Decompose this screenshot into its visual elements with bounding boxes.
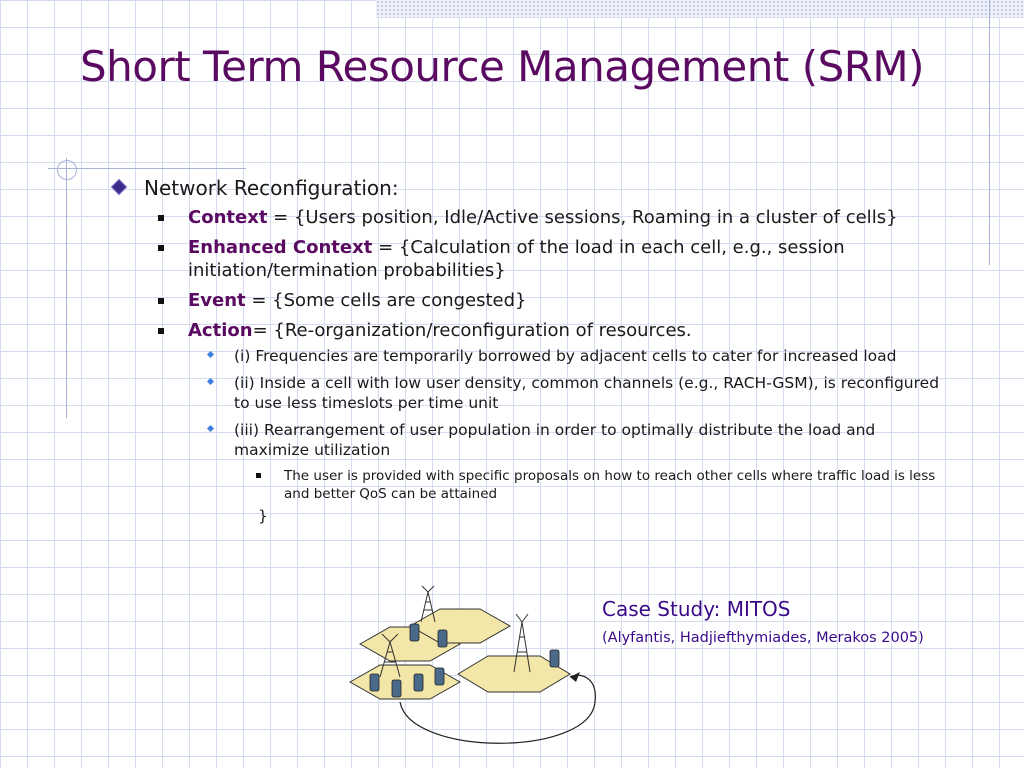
bullet-enhanced-context bbox=[108, 236, 948, 282]
action-label: Action bbox=[188, 320, 253, 341]
sub-sub-bullet-text: The user is provided with specific proposals on how to reach other cells where traffic load is less and better QoS can be attained bbox=[284, 468, 936, 502]
square-bullet-icon bbox=[158, 328, 164, 334]
left-horizontal-rule bbox=[48, 168, 246, 169]
diamond-bullet-icon bbox=[112, 180, 126, 194]
square-bullet-icon bbox=[158, 215, 164, 221]
bullet-network-reconfiguration bbox=[108, 176, 948, 200]
small-diamond-bullet-icon bbox=[207, 378, 214, 385]
top-decorative-band bbox=[376, 0, 1024, 18]
bullet-text: Network Reconfiguration: bbox=[144, 176, 399, 200]
sub-bullet-iii bbox=[108, 420, 944, 460]
event-label: Event bbox=[188, 290, 246, 311]
sub-bullet-ii bbox=[108, 373, 944, 413]
square-bullet-icon bbox=[256, 473, 261, 478]
square-bullet-icon bbox=[158, 245, 164, 251]
arrow-icon bbox=[570, 672, 580, 682]
square-bullet-icon bbox=[158, 298, 164, 304]
bullet-event bbox=[108, 289, 948, 312]
bullet-action bbox=[108, 319, 948, 342]
cellular-network-figure bbox=[340, 582, 605, 752]
enhanced-context-label: Enhanced Context bbox=[188, 237, 373, 258]
decorative-circle bbox=[57, 160, 77, 180]
context-label: Context bbox=[188, 207, 268, 228]
closing-brace: } bbox=[258, 507, 268, 525]
bullet-context bbox=[108, 206, 948, 229]
slide-body bbox=[108, 176, 948, 525]
action-text: = {Re-organization/reconfiguration of resources. bbox=[252, 320, 692, 341]
enhanced-context-text: = {Calculation of the load in each cell, e.g., session initiation/termination probabilities} bbox=[188, 237, 845, 281]
left-vertical-rule bbox=[66, 158, 67, 418]
context-text: = {Users position, Idle/Active sessions, Roaming in a cluster of cells} bbox=[267, 207, 898, 228]
sub-bullet-ii-text: (ii) Inside a cell with low user density, common channels (e.g., RACH-GSM), is reconfigured to use less timeslots per time unit bbox=[234, 374, 940, 412]
small-diamond-bullet-icon bbox=[207, 351, 214, 358]
case-study-citation: (Alyfantis, Hadjiefthymiades, Merakos 2005) bbox=[602, 630, 924, 646]
slide-title: Short Term Resource Management (SRM) bbox=[80, 42, 925, 91]
sub-bullet-i bbox=[108, 346, 944, 366]
event-text: = {Some cells are congested} bbox=[245, 290, 527, 311]
right-vertical-rule bbox=[989, 0, 990, 265]
sub-bullet-i-text: (i) Frequencies are temporarily borrowed by adjacent cells to cater for increased load bbox=[234, 347, 897, 365]
sub-bullet-iii-text: (iii) Rearrangement of user population in order to optimally distribute the load and maximize utilization bbox=[234, 421, 876, 459]
sub-sub-bullet-detail bbox=[108, 467, 944, 503]
small-diamond-bullet-icon bbox=[207, 425, 214, 432]
case-study-title: Case Study: MITOS bbox=[602, 597, 791, 621]
